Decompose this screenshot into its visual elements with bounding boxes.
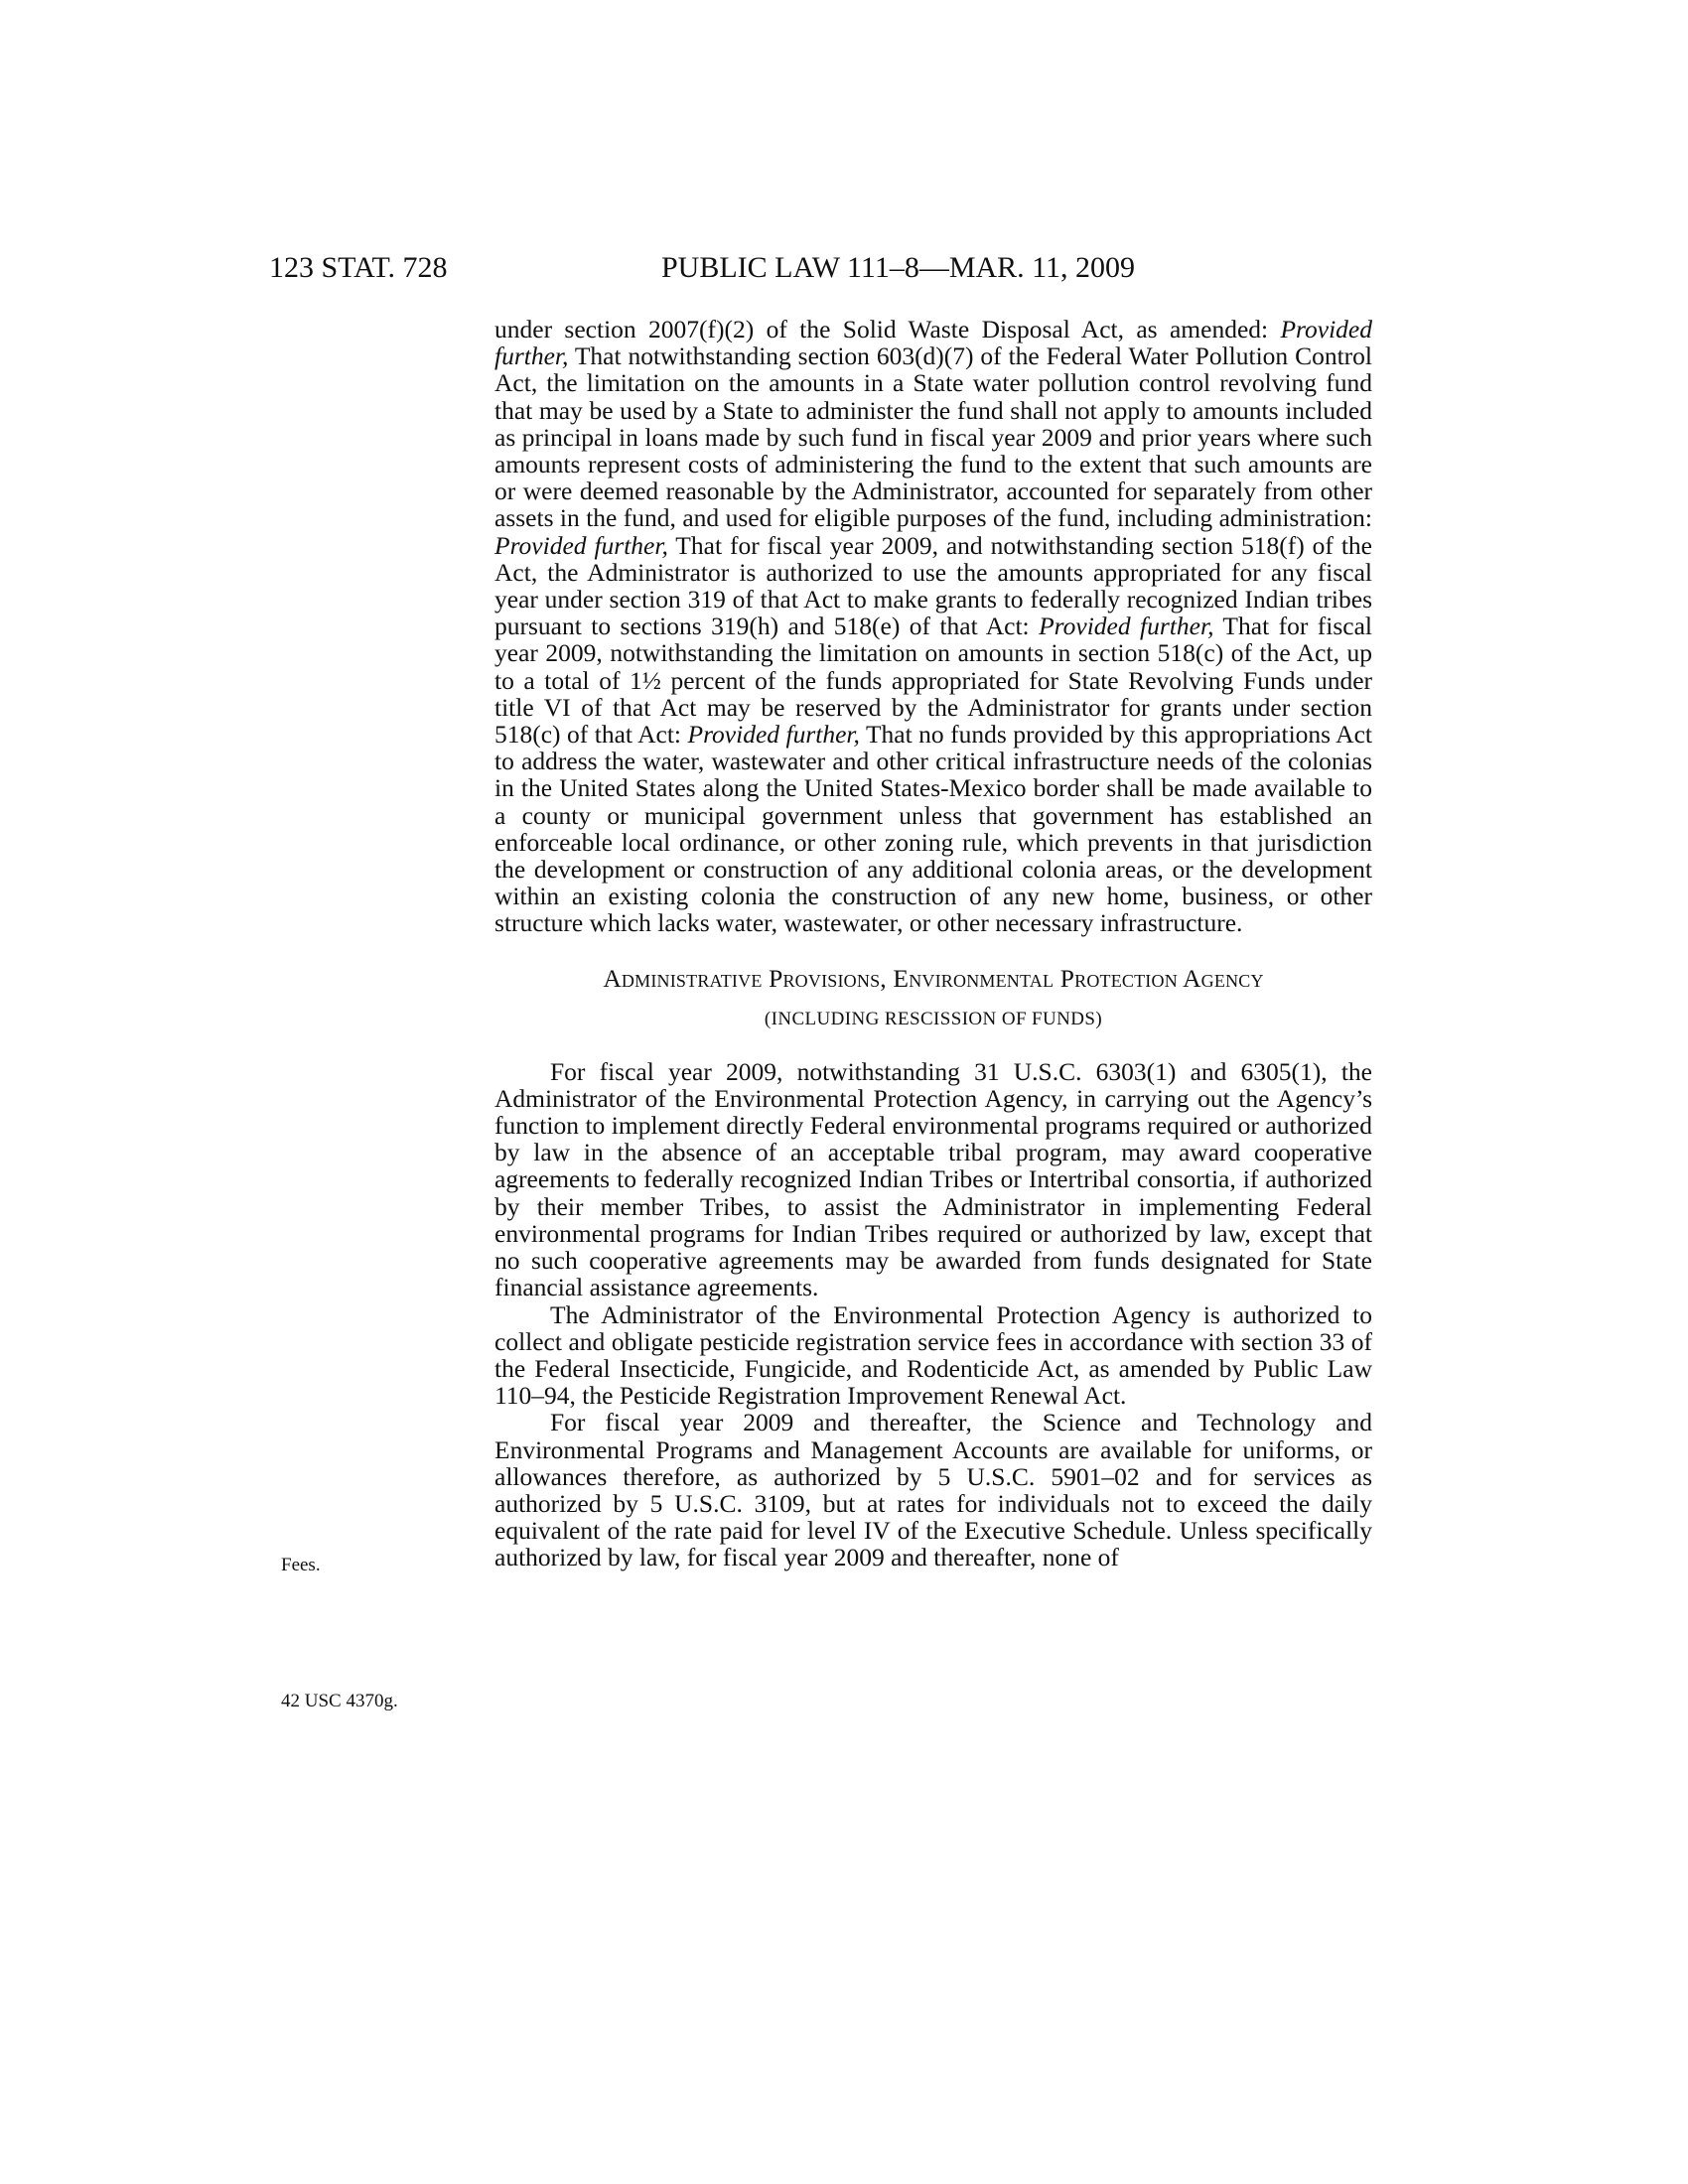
public-law-title: PUBLIC LAW 111–8—MAR. 11, 2009 — [661, 251, 1136, 284]
main-text-column — [494, 316, 1372, 1571]
paragraph-uniforms-services: For fiscal year 2009 and thereafter, the Science and Technology and Environmental Programs and Management Accounts are available for uniforms, or allowances therefore, as authorized by 5 U.S.C. 5901–02 and for services as authorized by 5 U.S.C. 3109, but at rates for individuals not to exceed the daily equivalent of the rate paid for level IV of the Executive Schedule. Unless specifically authorized by law, for fiscal year 2009 and thereafter, none of — [494, 1408, 1372, 1572]
italic-proviso: Provided further, — [494, 530, 668, 560]
italic-proviso: Provided further, — [687, 720, 860, 750]
text-run: under section 2007(f)(2) of the Solid Waste Disposal Act, as amended: — [494, 315, 1281, 343]
margin-note-fees: Fees. — [281, 1555, 321, 1575]
text-run: That notwithstanding section 603(d)(7) of the Federal Water Pollution Control Act, the limitation on the amounts in a State water pollution control revolving fund that may be used by a State to administer the fund shall not apply to amounts included as principal in loans made by such fund in fiscal year 2009 and prior years where such amounts represent costs of administering the fund to the extent that such amounts are or were deemed reasonable by the Administrator, accounted for separately from other assets in the fund, and used for eligible purposes of the fund, including administration: — [494, 341, 1372, 533]
text-run: That for fiscal year 2009, notwithstanding the limitation on amounts in section 518(c) of the Act, up to a total of 1½ percent of the funds appropriated for State Revolving Funds under title VI of that Act may be reserved by the Administrator for grants under section 518(c) of that Act: — [494, 612, 1372, 750]
section-heading: Administrative Provisions, Environmental Protection Agency — [603, 963, 1264, 993]
margin-note-usc: 42 USC 4370g. — [281, 1691, 398, 1711]
paragraph-pesticide-fees: The Administrator of the Environmental Protection Agency is authorized to collect and obligate pesticide registration service fees in accordance with section 33 of the Federal Insecticide, Fungicide, and Rodenticide Act, as amended by Public Law 110–94, the Pesticide Registration Improvement Renewal Act. — [494, 1299, 1372, 1411]
statute-page-reference: 123 STAT. 728 — [269, 251, 448, 284]
italic-proviso: Provided further, — [1039, 612, 1214, 641]
page-header — [269, 248, 1371, 288]
text-run: That for fiscal year 2009, and notwithstanding section 518(f) of the Act, the Administrator is authorized to use the amounts appropriated for any fiscal year under section 319 of that Act to make grants to federally recognized Indian tribes pursuant to sections 319(h) and 518(e) of that Act: — [494, 530, 1372, 641]
section-subheading: (INCLUDING RESCISSION OF FUNDS) — [764, 1008, 1103, 1029]
text-run: That no funds provided by this appropriations Act to address the water, wastewater and other critical infrastructure needs of the colonias in the United States along the United States-Mexico border shall be made available to a county or municipal government unless that government has established an enforceable local ordinance, or other zoning rule, which prevents in that jurisdiction the development or construction of any additional colonia areas, or the development within an existing colonia the construction of any new home, business, or other structure which lacks water, wastewater, or other necessary infrastructure. — [494, 720, 1372, 938]
paragraph-epa-provisions — [494, 316, 1372, 937]
paragraph-cooperative-agreements: For fiscal year 2009, notwithstanding 31 U.S.C. 6303(1) and 6305(1), the Administrator of the Environmental Protection Agency, in carrying out the Agency’s function to implement directly Federal environmental programs required or authorized by law in the absence of an acceptable tribal program, may award cooperative agreements to federally recognized Indian Tribes or Intertribal consortia, if authorized by their member Tribes, to assist the Administrator in implementing Federal environmental programs for Indian Tribes required or authorized by law, except that no such cooperative agreements may be awarded from funds designated for State financial assistance agreements. — [494, 1056, 1372, 1302]
italic-proviso: Provided further, — [494, 315, 1372, 371]
